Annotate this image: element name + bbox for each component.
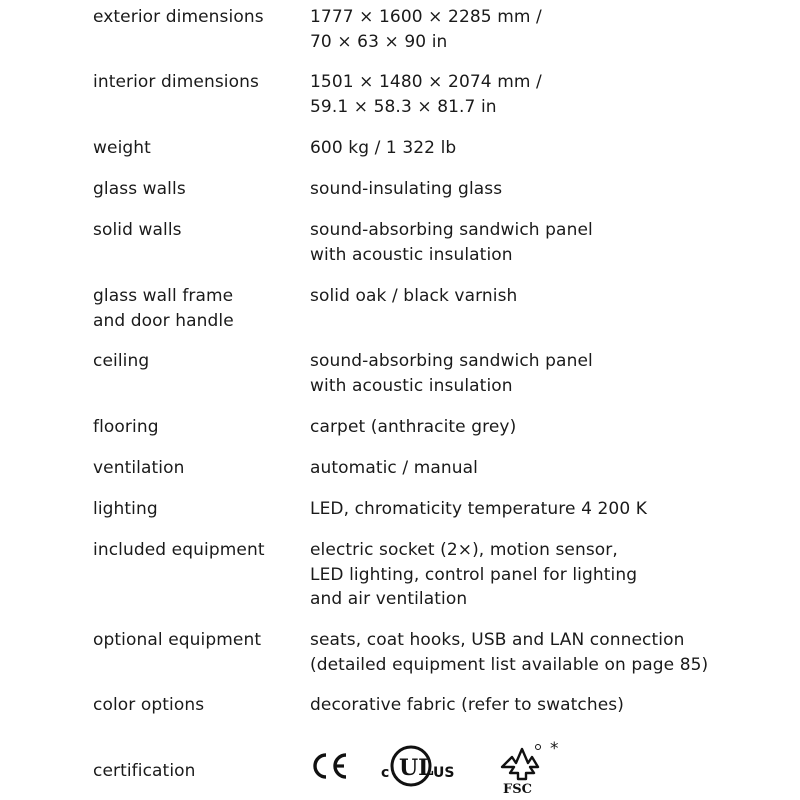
spec-label: ceiling bbox=[93, 351, 150, 371]
spec-value: seats, coat hooks, USB and LAN connection (detailed equipment list available on page 85) bbox=[310, 630, 709, 675]
spec-label: interior dimensions bbox=[93, 72, 259, 92]
spec-label: glass wall frame and door handle bbox=[93, 286, 234, 331]
spec-value: carpet (anthracite grey) bbox=[310, 417, 517, 437]
spec-label: solid walls bbox=[93, 220, 182, 240]
fsc-tree-logo-icon bbox=[492, 737, 552, 797]
spec-label: flooring bbox=[93, 417, 159, 437]
spec-value: decorative fabric (refer to swatches) bbox=[310, 695, 624, 715]
ul-listed-mark-icon bbox=[378, 740, 468, 790]
spec-value: solid oak / black varnish bbox=[310, 286, 518, 306]
spec-value: sound-insulating glass bbox=[310, 179, 503, 199]
spec-value: sound-absorbing sandwich panel with acoustic insulation bbox=[310, 220, 593, 265]
spec-value: electric socket (2×), motion sensor, LED lighting, control panel for lighting and air ventilation bbox=[310, 540, 638, 609]
spec-label: color options bbox=[93, 695, 205, 715]
spec-label: included equipment bbox=[93, 540, 265, 560]
spec-label: exterior dimensions bbox=[93, 7, 264, 27]
spec-value: LED, chromaticity temperature 4 200 K bbox=[310, 499, 647, 519]
spec-label: lighting bbox=[93, 499, 158, 519]
certification-logos bbox=[310, 737, 610, 797]
spec-label: certification bbox=[93, 761, 196, 781]
svg-text:UL: UL bbox=[399, 755, 434, 781]
spec-label: optional equipment bbox=[93, 630, 262, 650]
footnote-asterisk: * bbox=[550, 739, 559, 759]
svg-text:FSC: FSC bbox=[503, 782, 532, 797]
spec-value: sound-absorbing sandwich panel with acoustic insulation bbox=[310, 351, 593, 396]
spec-value: 1501 × 1480 × 2074 mm / 59.1 × 58.3 × 81.7 in bbox=[310, 72, 542, 117]
spec-label: weight bbox=[93, 138, 151, 158]
spec-value: 600 kg / 1 322 lb bbox=[310, 138, 457, 158]
svg-text:c: c bbox=[381, 765, 390, 781]
ce-mark-icon bbox=[310, 751, 350, 781]
spec-value: 1777 × 1600 × 2285 mm / 70 × 63 × 90 in bbox=[310, 7, 542, 52]
svg-text:US: US bbox=[433, 765, 455, 781]
spec-label: glass walls bbox=[93, 179, 186, 199]
spec-value: automatic / manual bbox=[310, 458, 478, 478]
spec-label: ventilation bbox=[93, 458, 185, 478]
